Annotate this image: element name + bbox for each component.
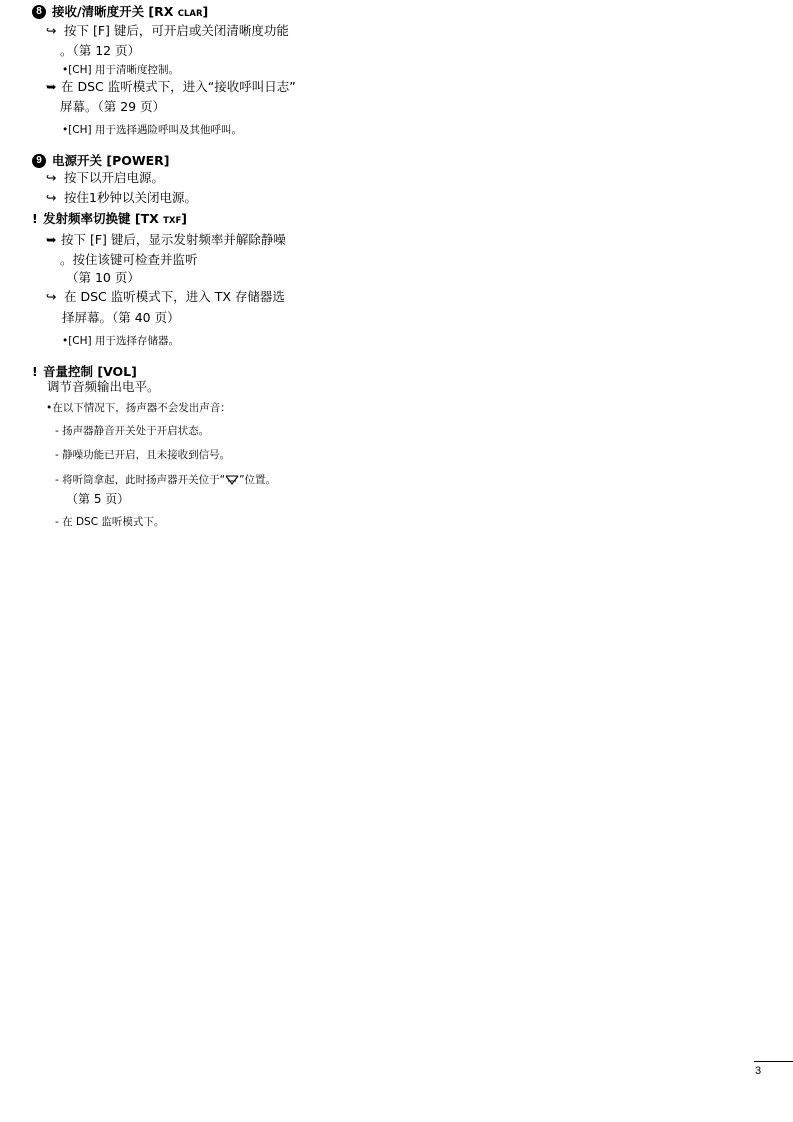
section-marker: ! [32, 364, 38, 379]
arrow-icon: ➥ [46, 232, 57, 247]
section-heading-power: 电源开关 [POWER] [52, 153, 170, 168]
section-heading-rx-clar: 接收/清晰度开关 [RX CLAR] [52, 4, 209, 19]
body-text: 按下 [F] 键后，可开启或关闭清晰度功能 [64, 23, 289, 38]
body-text: 择屏幕。（第 40 页） [62, 310, 180, 325]
note-text: •[CH] 用于选择存储器。 [62, 335, 179, 347]
section-heading-tx-txf: 发射频率切换键 [TX TXF] [43, 211, 187, 226]
arrow-icon: ↪ [46, 289, 57, 304]
body-text: 调节音频输出电平。 [47, 379, 160, 394]
speaker-off-icon [225, 473, 239, 485]
note-text: •[CH] 用于选择遇险呼叫及其他呼叫。 [62, 124, 242, 136]
body-text: （第 5 页） [66, 492, 130, 506]
body-text: 在 DSC 监听模式下，进入 TX 存储器选 [64, 289, 285, 304]
section-number-badge-9: 9 [32, 154, 46, 168]
body-text: 按下 [F] 键后，显示发射频率并解除静噪 [61, 232, 286, 247]
body-text: 。按住该键可检查并监听 [60, 252, 198, 267]
page-number: 3 [755, 1065, 762, 1077]
arrow-icon: ↪ [46, 23, 57, 38]
body-text: 在 DSC 监听模式下，进入“接收呼叫日志” [61, 79, 296, 94]
body-text: 按下以开启电源。 [64, 170, 165, 185]
list-item: - 扬声器静音开关处于开启状态。 [55, 425, 210, 437]
note-text: •在以下情况下，扬声器不会发出声音： [46, 402, 231, 414]
list-item: - 在 DSC 监听模式下。 [55, 516, 165, 528]
section-number-badge-8: 8 [32, 5, 46, 19]
list-item: - 静噪功能已开启，且未接收到信号。 [55, 449, 231, 461]
body-text: 按住1秒钟以关闭电源。 [64, 190, 197, 205]
body-text: 屏幕。（第 29 页） [60, 99, 166, 114]
section-heading-vol: 音量控制 [VOL] [43, 364, 137, 379]
note-text: •[CH] 用于清晰度控制。 [62, 64, 179, 76]
arrow-icon: ↪ [46, 190, 57, 205]
list-item: - 将听筒拿起，此时扬声器开关位于“ ”位置。 [55, 474, 277, 486]
body-text: （第 10 页） [66, 270, 140, 285]
arrow-icon: ↪ [46, 170, 57, 185]
footer-rule [754, 1061, 793, 1062]
body-text: 。（第 12 页） [60, 43, 141, 58]
arrow-icon: ➥ [46, 79, 57, 94]
section-marker: ! [32, 211, 38, 226]
